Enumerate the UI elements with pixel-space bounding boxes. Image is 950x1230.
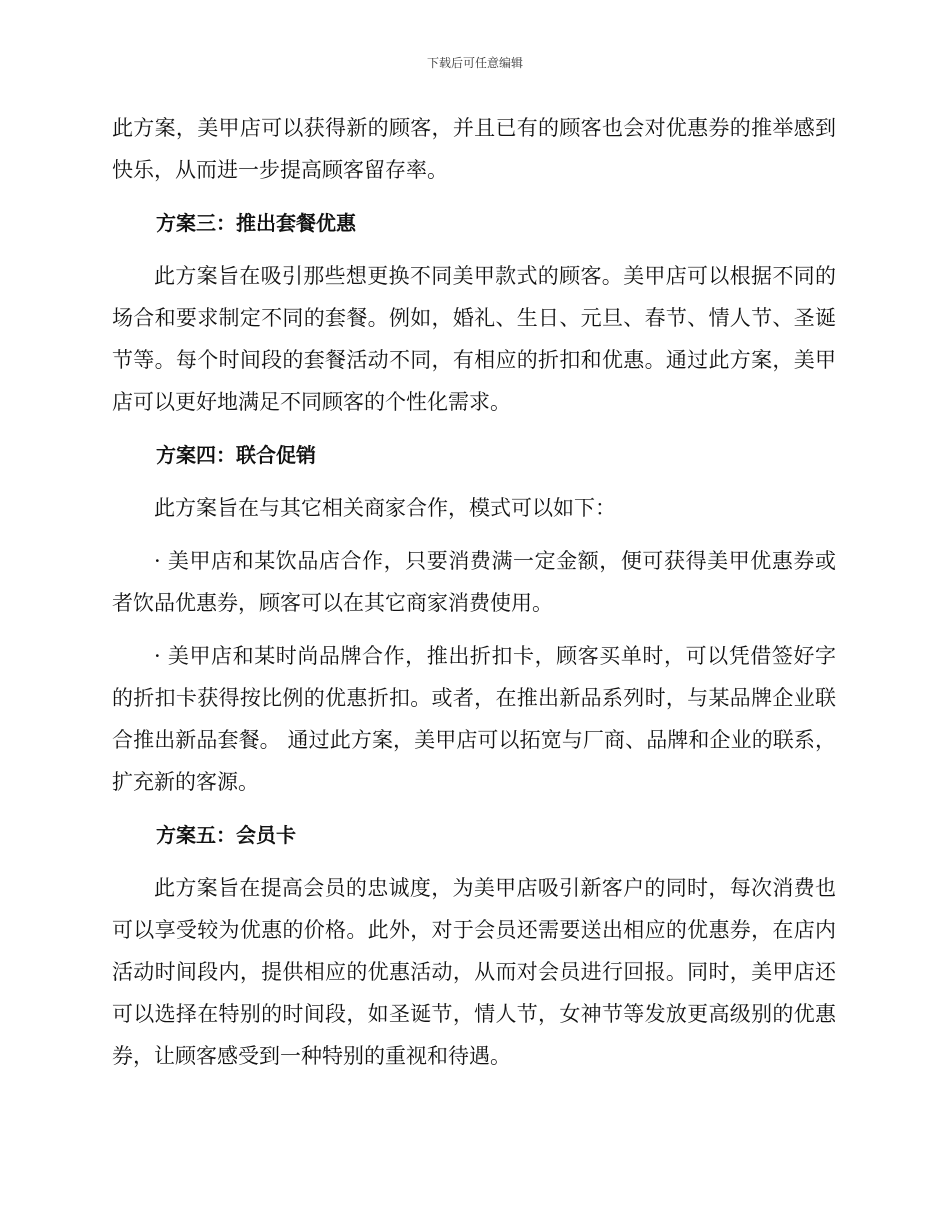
bullet-item-fashion-brand: · 美甲店和某时尚品牌合作，推出折扣卡，顾客买单时，可以凭借签好字的折扣卡获得按比例的优惠折扣。或者，在推出新品系列时，与某品牌企业联合推出新品套餐。 通过此方案，美甲店可以拓宽与厂商、品牌和企业的联系，扩充新的客源。	[112, 644, 836, 794]
paragraph-plan-four-intro: 此方案旨在与其它相关商家合作，模式可以如下：	[154, 496, 616, 520]
bullet-item-drink-shop: · 美甲店和某饮品店合作，只要消费满一定金额，便可获得美甲优惠券或者饮品优惠券，顾客可以在其它商家消费使用。	[112, 549, 836, 615]
heading-plan-three: 方案三：推出套餐优惠	[156, 211, 356, 235]
heading-plan-four: 方案四：联合促销	[156, 443, 316, 467]
paragraph-plan-three: 此方案旨在吸引那些想更换不同美甲款式的顾客。美甲店可以根据不同的场合和要求制定不同的套餐。例如，婚礼、生日、元旦、春节、情人节、圣诞节等。每个时间段的套餐活动不同，有相应的折扣和优惠。通过此方案，美甲店可以更好地满足不同顾客的个性化需求。	[112, 264, 836, 414]
paragraph-plan-five: 此方案旨在提高会员的忠诚度，为美甲店吸引新客户的同时，每次消费也可以享受较为优惠的价格。此外，对于会员还需要送出相应的优惠券，在店内活动时间段内，提供相应的优惠活动，从而对会员进行回报。同时，美甲店还可以选择在特别的时间段，如圣诞节，情人节，女神节等发放更高级别的优惠券，让顾客感受到一种特别的重视和待遇。	[112, 876, 836, 1068]
page-header: 下载后可任意编辑	[426, 56, 523, 70]
paragraph-intro-continuation: 此方案，美甲店可以获得新的顾客，并且已有的顾客也会对优惠券的推举感到快乐，从而进一步提高顾客留存率。	[112, 116, 836, 182]
document-body	[112, 107, 836, 1077]
heading-plan-five: 方案五：会员卡	[156, 823, 296, 847]
